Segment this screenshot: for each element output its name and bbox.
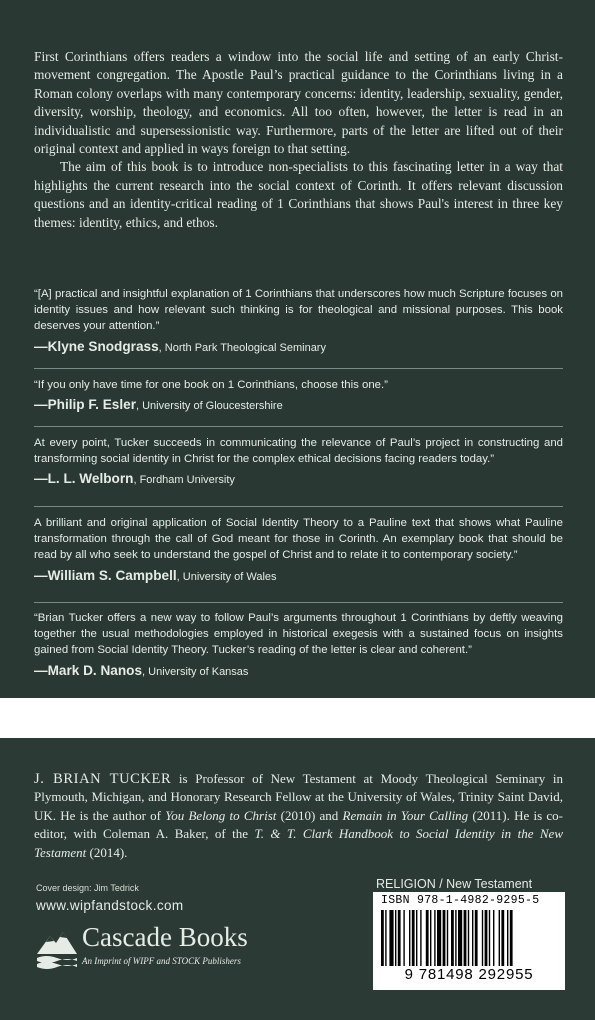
endorser-name: —William S. Campbell bbox=[34, 567, 177, 583]
barcode-bars bbox=[381, 910, 557, 966]
barcode-bar bbox=[472, 910, 473, 966]
publisher-logo bbox=[36, 924, 306, 972]
mountain-logo-icon bbox=[36, 924, 78, 970]
publisher-url[interactable]: www.wipfandstock.com bbox=[36, 898, 184, 913]
barcode-bar bbox=[464, 910, 467, 966]
endorser-name: —Klyne Snodgrass bbox=[34, 338, 159, 354]
barcode-bar bbox=[485, 910, 488, 966]
endorser-affiliation: Fordham University bbox=[139, 474, 235, 487]
book-description bbox=[34, 48, 563, 232]
barcode-number: 9 781498 292955 bbox=[404, 966, 534, 983]
endorsement-attribution: —Philip F. Esler, University of Gloucestershire bbox=[34, 397, 283, 413]
barcode-bar bbox=[437, 910, 441, 966]
divider bbox=[34, 602, 563, 603]
endorsement-attribution: —Mark D. Nanos, University of Kansas bbox=[34, 662, 249, 678]
barcode bbox=[373, 892, 565, 990]
endorsement-text: “[A] practical and insightful explanation of 1 Corinthians that underscores how much Scripture focuses on identity issues and how relevant such thinking is for theological and missional purposes. This book deserves your attention.” bbox=[34, 288, 563, 333]
book-title-1: You Belong to Christ bbox=[165, 807, 277, 823]
barcode-bar bbox=[510, 910, 513, 966]
barcode-bar bbox=[412, 910, 415, 966]
barcode-bar bbox=[451, 910, 454, 966]
book-title-3: T. & T. Clark Handbook to Social Identity in the New Testament bbox=[34, 826, 563, 860]
author-bio-text-4: (2014). bbox=[86, 844, 128, 860]
barcode-bar bbox=[507, 910, 508, 966]
barcode-bar bbox=[499, 910, 500, 966]
barcode-bar bbox=[389, 910, 393, 966]
endorsement-4 bbox=[34, 515, 563, 585]
book-title-2: Remain in Your Calling bbox=[342, 807, 469, 823]
author-bio bbox=[34, 770, 563, 862]
author-bio-text-2: (2010) and bbox=[276, 807, 343, 823]
isbn-label: ISBN 978-1-4982-9295-5 bbox=[381, 894, 540, 907]
endorsement-attribution: —Klyne Snodgrass, North Park Theological Seminary bbox=[34, 338, 326, 354]
barcode-bar bbox=[416, 910, 417, 966]
endorser-affiliation: University of Gloucestershire bbox=[142, 400, 283, 413]
barcode-bar bbox=[443, 910, 446, 966]
barcode-bar bbox=[403, 910, 404, 966]
barcode-bar bbox=[434, 910, 435, 966]
publisher-imprint: An Imprint of WIPF and STOCK Publishers bbox=[82, 956, 241, 966]
barcode-bar bbox=[489, 910, 490, 966]
author-bio-text-1: is Professor of New Testament at Moody Theological Seminary in Plymouth, Michigan, and Honorary Research Fellow at the University of Wales, Trinity Saint David, UK. He is the author of bbox=[34, 771, 563, 823]
endorsement-text: At every point, Tucker succeeds in communicating the relevance of Paul’s project in constructing and transforming social identity in Christ for the complex ethical decisions facing readers today.” bbox=[34, 437, 563, 466]
barcode-bar bbox=[475, 910, 478, 966]
publisher-name: Cascade Books bbox=[82, 922, 248, 952]
divider bbox=[34, 426, 563, 427]
cover-design-credit: Cover design: Jim Tedrick bbox=[36, 883, 139, 893]
description-paragraph-1: First Corinthians offers readers a window into the social life and setting of an early Christ-movement congregation. The Apostle Paul’s practical guidance to the Corinthians living in a Roman colony overlaps with many contemporary concerns: identity, leadership, sexuality, gender, diversity, worship, theology, and economics. All too often, however, the letter is read in an individualistic and supersessionistic way. Furthermore, parts of the letter are lifted out of their original context and applied in ways foreign to that setting. bbox=[34, 49, 563, 157]
endorsement-5 bbox=[34, 610, 563, 680]
barcode-bar bbox=[385, 910, 386, 966]
barcode-bar bbox=[398, 910, 401, 966]
barcode-bar bbox=[395, 910, 396, 966]
barcode-bar bbox=[426, 910, 429, 966]
barcode-bar bbox=[430, 910, 431, 966]
white-band bbox=[0, 698, 595, 738]
divider bbox=[34, 506, 563, 507]
author-bio-text-3: (2011). He is co-editor, with Coleman A. Baker, of the bbox=[34, 807, 563, 842]
endorser-name: —L. L. Welborn bbox=[34, 471, 134, 487]
author-name: J. BRIAN TUCKER bbox=[34, 771, 172, 787]
endorsement-text: “Brian Tucker offers a new way to follow Paul’s arguments throughout 1 Corinthians by deftly weaving together the usual methodologies employed in historical exegesis with a sustained focus on insights gained from Social Identity Theory. Tucker’s reading of the letter is clear and coherent.” bbox=[34, 612, 563, 657]
endorser-name: —Philip F. Esler bbox=[34, 397, 136, 413]
endorsement-text: A brilliant and original application of Social Identity Theory to a Pauline text that shows what Pauline transformation through the call of God meant for those in Corinth. An exemplary book that should be read by all who seek to understand the gospel of Christ and to relate it to contemporary society.” bbox=[34, 517, 563, 562]
barcode-bar bbox=[420, 910, 421, 966]
endorser-affiliation: North Park Theological Seminary bbox=[164, 341, 326, 354]
barcode-bar bbox=[455, 910, 456, 966]
endorsement-1 bbox=[34, 286, 563, 356]
barcode-bar bbox=[482, 910, 483, 966]
description-paragraph-2: The aim of this book is to introduce non-specialists to this fascinating letter in a way that highlights the current research into the social context of Corinth. It offers relevant discussion questions and an identity-critical reading of 1 Corinthians that shows Paul's interest in three key themes: identity, ethics, and ethos. bbox=[34, 159, 563, 230]
endorser-name: —Mark D. Nanos bbox=[34, 662, 143, 678]
barcode-bar bbox=[458, 910, 462, 966]
barcode-bar bbox=[493, 910, 494, 966]
barcode-bar bbox=[447, 910, 448, 966]
endorsement-text: “If you only have time for one book on 1 Corinthians, choose this one.” bbox=[34, 379, 388, 391]
endorser-affiliation: University of Kansas bbox=[148, 665, 249, 678]
endorsement-2 bbox=[34, 377, 563, 414]
endorsement-3 bbox=[34, 435, 563, 489]
barcode-bar bbox=[468, 910, 469, 966]
barcode-bar bbox=[381, 910, 384, 966]
barcode-bar bbox=[501, 910, 504, 966]
endorser-affiliation: University of Wales bbox=[182, 570, 277, 583]
endorsement-attribution: —L. L. Welborn, Fordham University bbox=[34, 471, 235, 487]
divider bbox=[34, 368, 563, 369]
book-category: RELIGION / New Testament bbox=[376, 877, 533, 891]
endorsement-attribution: —William S. Campbell, University of Wales bbox=[34, 567, 277, 583]
barcode-bar bbox=[409, 910, 410, 966]
